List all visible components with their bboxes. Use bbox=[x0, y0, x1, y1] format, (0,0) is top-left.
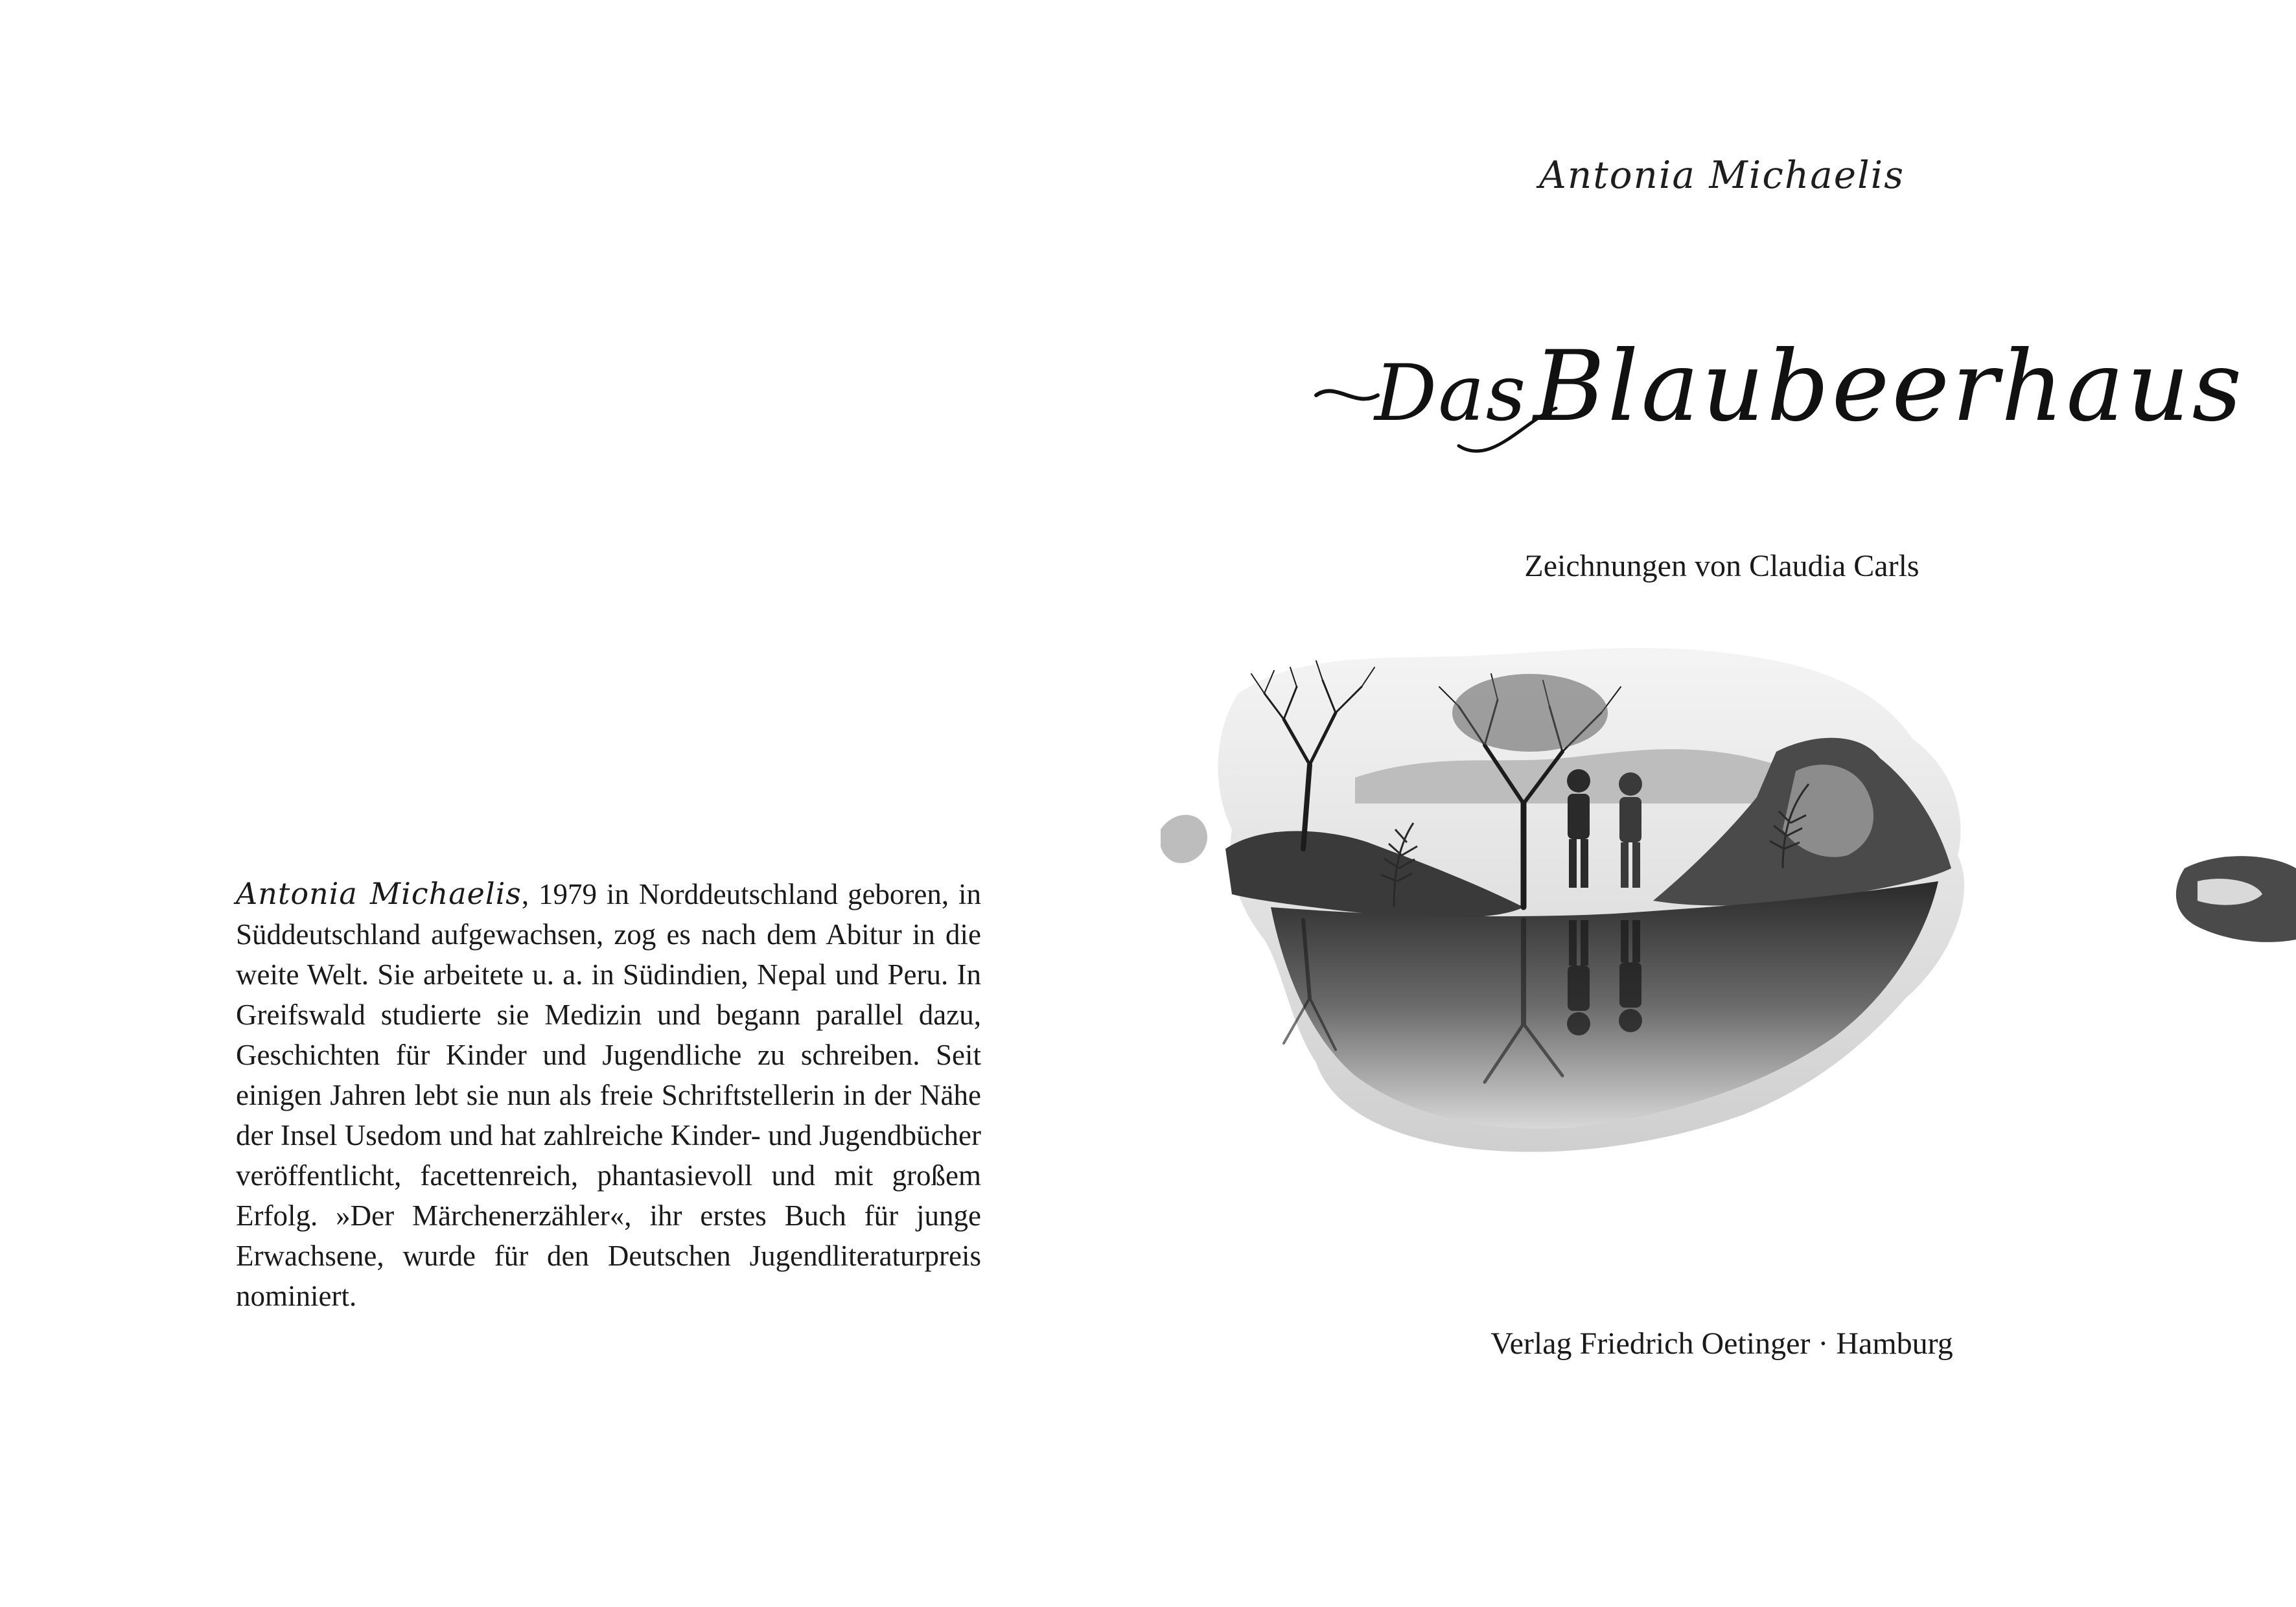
author-biography bbox=[236, 873, 981, 1316]
title-word: Blaubeerhaus bbox=[1533, 330, 2245, 443]
right-page bbox=[1148, 0, 2296, 1607]
left-wash bbox=[1161, 815, 1207, 863]
bio-author-name: Antonia Michaelis bbox=[236, 876, 522, 911]
book-title bbox=[1310, 305, 2245, 480]
title-article: Das bbox=[1374, 349, 1527, 439]
cover-illustration bbox=[1161, 635, 2296, 1205]
publisher: Verlag Friedrich Oetinger · Hamburg bbox=[1490, 1326, 1953, 1361]
title-text bbox=[1374, 330, 2244, 443]
illustrator-credit: Zeichnungen von Claudia Carls bbox=[1524, 549, 1919, 583]
bio-text: , 1979 in Norddeutschland geboren, in Süddeutschland aufgewachsen, zog es nach dem Abitur in die weite Welt. Sie arbeitete u. a. in Südindien, Nepal und Peru. In Greifswald studierte sie Medizin und begann parallel dazu, Geschichten für Kinder und Jugendliche zu schreiben. Seit einigen Jahren lebt sie nun als freie Schriftstellerin in der Nähe der Insel Usedom und hat zahlreiche Kinder- und Jugendbücher veröffentlicht, facettenreich, phantasievoll und mit großem Erfolg. »Der Märchenerzähler«, ihr erstes Buch für junge Erwachsene, wurde für den Deutschen Jugendliteraturpreis nominiert. bbox=[236, 878, 981, 1312]
author-name: Antonia Michaelis bbox=[1539, 153, 1905, 197]
